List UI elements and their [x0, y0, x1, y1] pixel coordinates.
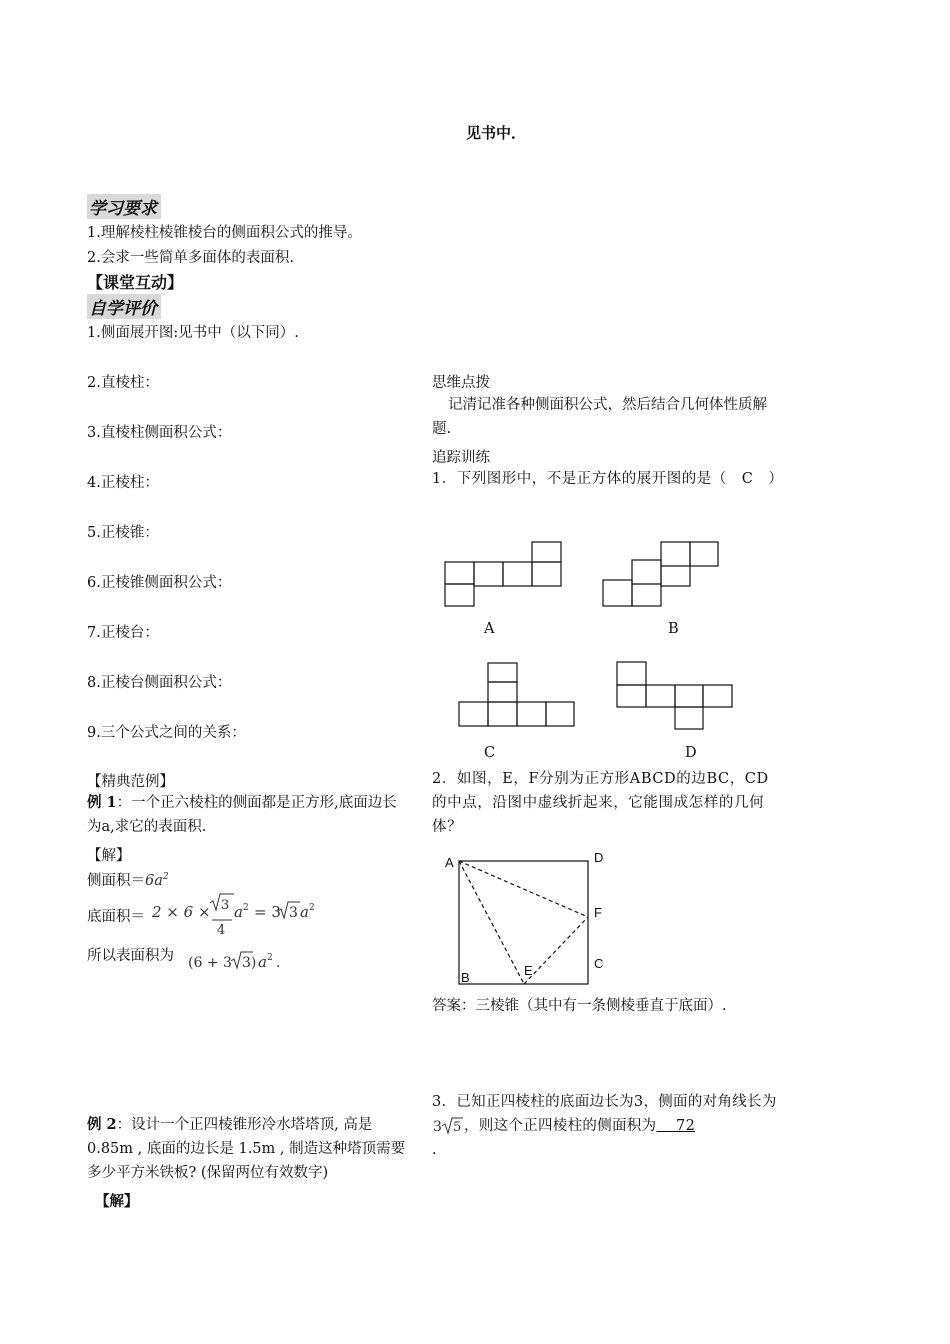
cube-nets-figure [440, 540, 780, 770]
total-area-formula [186, 945, 296, 975]
example1-text: 例 1：一个正六棱柱的侧面都是正方形,底面边长为a,求它的表面积. [87, 794, 397, 835]
svg-text:3: 3 [221, 898, 230, 913]
example2-label: 例 2 [87, 1116, 117, 1133]
requirement-item-2: 2.会求一些简单多面体的表面积. [87, 250, 294, 266]
self-eval-item: 8.正棱台侧面积公式： [87, 675, 232, 691]
svg-text:3: 3 [433, 1119, 443, 1135]
svg-text:2: 2 [309, 903, 315, 913]
q3-answer: 72 [676, 1118, 696, 1134]
example1-solution-label: 【解】 [87, 848, 131, 864]
tips-title: 思维点拨 [432, 375, 490, 391]
svg-text:4: 4 [217, 923, 226, 938]
self-eval-item: 3.直棱柱侧面积公式： [87, 425, 232, 441]
example1-lateral-area: 侧面积$=6a^2$ [87, 872, 169, 889]
q3-text: 3．已知正四棱柱的底面边长为3，侧面的对角线长为 3 5 ，则这个正四棱柱的侧面积为 72 . [432, 1094, 777, 1158]
point-f-label: F [594, 905, 602, 920]
svg-text:2 × 6 ×: 2 × 6 × [152, 903, 211, 921]
self-eval-item: 9.三个公式之间的关系： [87, 725, 246, 741]
requirements-title: 学习要求 [87, 194, 161, 219]
example2-text: 例 2：设计一个正四棱锥形冷水塔塔顶, 高是0.85m , 底面的边长是 1.5m , 制造这种塔顶需要多少平方米铁板? (保留两位有效数字) [87, 1116, 406, 1181]
svg-text:= 3: = 3 [254, 903, 281, 921]
q3-sqrt-expression [432, 1116, 464, 1136]
q1-option-c: C [484, 745, 496, 761]
requirement-item-1: 1.理解棱柱棱锥棱台的侧面积公式的推导。 [87, 225, 362, 241]
classroom-title: 【课堂互动】 [87, 273, 184, 292]
self-eval-item: 5.正棱锥： [87, 525, 159, 541]
q1-option-b: B [668, 621, 679, 637]
point-a-label: A [445, 855, 454, 870]
svg-text:5: 5 [453, 1120, 462, 1135]
self-eval-item: 4.正棱柱： [87, 475, 159, 491]
q1-text: 1．下列图形中，不是正方体的展开图的是（ C ） [432, 471, 784, 487]
svg-text:3): 3) [242, 955, 257, 971]
q2-answer: 答案：三棱锥（其中有一条侧棱垂直于底面）. [432, 998, 727, 1014]
page-header: 见书中． [466, 124, 527, 142]
q1-option-a: A [484, 621, 495, 637]
svg-text:a: a [300, 903, 309, 921]
svg-text:.: . [276, 955, 281, 971]
tracking-title: 追踪训练 [432, 450, 490, 466]
self-eval-item: 6.正棱锥侧面积公式： [87, 575, 232, 591]
example1-total-area: 所以表面积为 [87, 948, 174, 964]
q2-text: 2．如图，E，F分别为正方形ABCD的边BC，CD的中点，沿图中虚线折起来，它能围成怎样的几何体？ [432, 771, 769, 835]
point-c-label: C [594, 956, 604, 971]
svg-text:2: 2 [267, 953, 273, 963]
example2-solution-label: 【解】 [95, 1193, 139, 1210]
base-area-formula [150, 890, 330, 940]
svg-text:2: 2 [243, 903, 249, 913]
example1-label: 例 1 [87, 794, 117, 811]
svg-text:a: a [234, 903, 243, 921]
point-b-label: B [461, 970, 470, 985]
self-eval-title: 自学评价 [87, 294, 161, 319]
self-eval-item: 2.直棱柱： [87, 375, 159, 391]
svg-text:a: a [258, 953, 267, 971]
self-eval-item: 7.正棱台： [87, 625, 159, 641]
example1-base-area: 底面积＝ [87, 909, 145, 925]
tips-text: 记清记准各种侧面积公式，然后结合几何体性质解题. [432, 397, 767, 437]
svg-text:(6 + 3: (6 + 3 [188, 955, 232, 971]
self-eval-item: 1.侧面展开图:见书中（以下同）. [87, 325, 299, 341]
q1-option-d: D [685, 745, 697, 761]
svg-text:3: 3 [289, 905, 298, 921]
examples-title: 【精典范例】 [87, 774, 174, 790]
point-e-label: E [524, 963, 533, 978]
point-d-label: D [594, 850, 604, 865]
